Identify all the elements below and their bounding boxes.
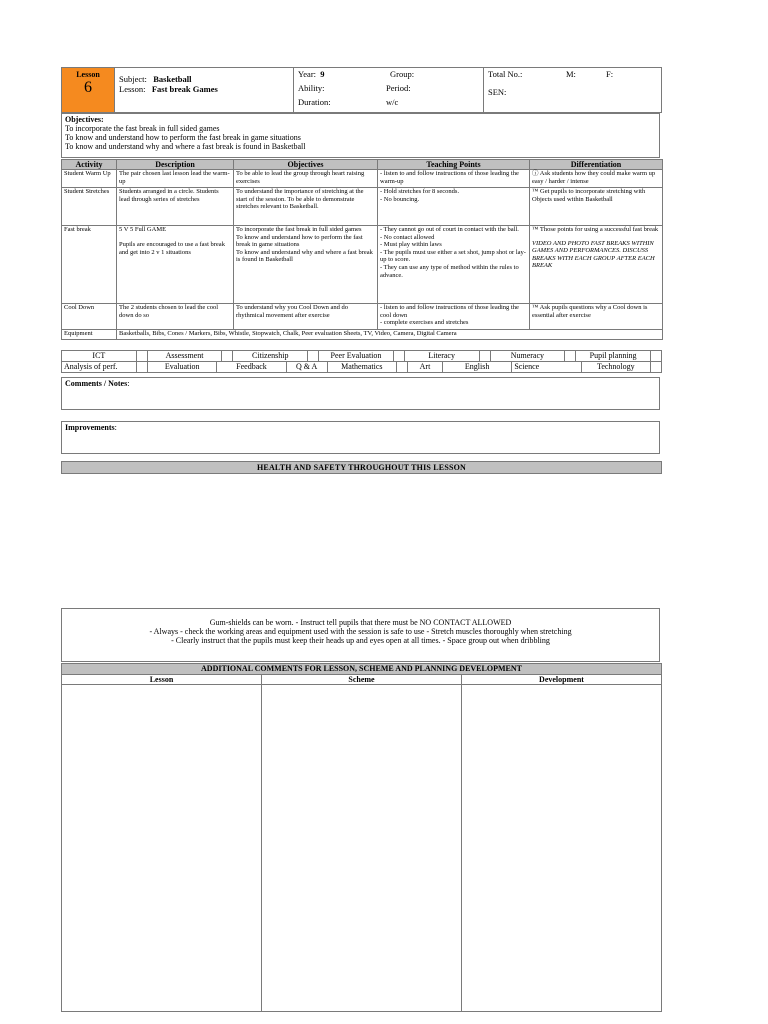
table-row bbox=[62, 304, 663, 330]
additional-title-row bbox=[62, 664, 662, 675]
table-row bbox=[62, 170, 663, 188]
skill-numeracy: Numeracy bbox=[490, 351, 565, 362]
development-notes-area bbox=[462, 685, 662, 1012]
skill-peer-evaluation: Peer Evaluation bbox=[319, 351, 394, 362]
description-cell: The 2 students chosen to lead the cool down do so bbox=[117, 304, 234, 330]
skill-science: Science bbox=[512, 362, 581, 373]
differentiation-cell: ⓘ Ask students how they could make warm up easy / harder / intense bbox=[530, 170, 663, 188]
differentiation-cell: ™ Get pupils to incorporate stretching with Objects used within Basketball bbox=[530, 188, 663, 226]
subject-value: Basketball bbox=[153, 74, 192, 84]
safety-line: - Clearly instruct that the pupils must keep their heads up and eyes open at all times. - Space group out when dribbling bbox=[171, 636, 550, 645]
equipment-row bbox=[62, 330, 663, 340]
skill-assessment: Assessment bbox=[147, 351, 222, 362]
f-label: F: bbox=[606, 69, 614, 79]
comments-label: Comments / Notes bbox=[65, 379, 128, 388]
objectives-cell: To understand why you Cool Down and do rhythmical movement after exercise bbox=[234, 304, 378, 330]
objective-line: To know and understand why and where a fast break is found in Basketball bbox=[65, 142, 306, 151]
improvements-label: Improvements bbox=[65, 423, 115, 432]
improvements-box: Improvements: bbox=[61, 421, 660, 454]
skill-ict: ICT bbox=[62, 351, 137, 362]
total-label: Total No.: bbox=[488, 69, 523, 79]
lesson-notes-area bbox=[62, 685, 262, 1012]
year-label: Year: bbox=[298, 69, 317, 79]
col-header-activity: Activity bbox=[62, 160, 117, 170]
comments-box: Comments / Notes: bbox=[61, 377, 660, 410]
skill-english: English bbox=[442, 362, 511, 373]
lesson-label: Lesson bbox=[76, 70, 100, 79]
col-header-lesson: Lesson bbox=[62, 675, 262, 685]
differentiation-cell bbox=[530, 226, 663, 304]
objectives-cell: To incorporate the fast break in full sided games To know and understand how to perform the fast break in game situations To know and understand why and where a fast break is found in Basketball bbox=[234, 226, 378, 304]
col-header-objectives: Objectives bbox=[234, 160, 378, 170]
col-header-development: Development bbox=[462, 675, 662, 685]
equipment-label: Equipment bbox=[62, 330, 117, 340]
health-safety-header: HEALTH AND SAFETY THROUGHOUT THIS LESSON bbox=[61, 461, 662, 474]
skills-row bbox=[62, 351, 662, 362]
safety-line: - Always - check the working areas and equipment used with the session is safe to use - Stretch muscles thoroughly when stretching bbox=[149, 627, 572, 636]
objectives-title: Objectives bbox=[65, 115, 101, 124]
skill-qa: Q & A bbox=[286, 362, 327, 373]
plan-table bbox=[61, 159, 663, 340]
subject-cell bbox=[115, 68, 294, 113]
skill-evaluation: Evaluation bbox=[148, 362, 217, 373]
skill-mathematics: Mathematics bbox=[327, 362, 396, 373]
additional-title: ADDITIONAL COMMENTS FOR LESSON, SCHEME AND PLANNING DEVELOPMENT bbox=[62, 664, 662, 675]
safety-line: Gum-shields can be worn. - Instruct tell pupils that there must be NO CONTACT ALLOWED bbox=[209, 618, 512, 627]
skill-pupil-planning: Pupil planning bbox=[576, 351, 651, 362]
subject-label: Subject: bbox=[119, 74, 147, 84]
lesson-label-2: Lesson: bbox=[119, 84, 146, 94]
additional-body-row bbox=[62, 685, 662, 1012]
skill-analysis: Analysis of perf. bbox=[62, 362, 137, 373]
col-header-teaching: Teaching Points bbox=[378, 160, 530, 170]
skill-technology: Technology bbox=[581, 362, 650, 373]
teaching-cell: - listen to and follow instructions of those leading the cool down - complete exercises and stretches bbox=[378, 304, 530, 330]
total-cell bbox=[484, 68, 662, 113]
activity-cell: Student Stretches bbox=[62, 188, 117, 226]
teaching-cell: - They cannot go out of court in contact with the ball. - No contact allowed - Must play within laws - The pupils must use either a set shot, jump shot or lay-up to score. - They can use any type of method within the rules to advance. bbox=[378, 226, 530, 304]
lesson-number: 6 bbox=[84, 79, 92, 96]
duration-label: Duration: bbox=[298, 97, 331, 107]
objective-line: To incorporate the fast break in full sided games bbox=[65, 124, 220, 133]
col-header-scheme: Scheme bbox=[262, 675, 462, 685]
table-row bbox=[62, 226, 663, 304]
differentiation-italic-note: VIDEO AND PHOTO FAST BREAKS WITHIN GAMES AND PERFORMANCES. DISCUSS BREAKS WITH EACH GROUP AFTER EACH BREAK bbox=[532, 239, 655, 270]
col-header-description: Description bbox=[117, 160, 234, 170]
skill-citizenship: Citizenship bbox=[233, 351, 308, 362]
col-header-differentiation: Differentiation bbox=[530, 160, 663, 170]
safety-box bbox=[61, 608, 660, 662]
skills-row bbox=[62, 362, 662, 373]
objectives-box: Objectives: To incorporate the fast break in full sided games To know and understand how to perform the fast break in game situations To know and understand why and where a fast break is found in Basketball bbox=[61, 113, 660, 158]
objectives-cell: To understand the importance of stretching at the start of the session. To be able to demonstrate stretches relevant to Basketball. bbox=[234, 188, 378, 226]
description-cell: Students arranged in a circle. Students lead through series of stretches bbox=[117, 188, 234, 226]
description-cell: 5 V 5 Full GAME Pupils are encouraged to use a fast break and get into 2 v 1 situations bbox=[117, 226, 234, 304]
skill-literacy: Literacy bbox=[404, 351, 479, 362]
objective-line: To know and understand how to perform the fast break in game situations bbox=[65, 133, 301, 142]
year-cell bbox=[294, 68, 484, 113]
description-cell: The pair chosen last lesson lead the warm-up bbox=[117, 170, 234, 188]
wc-label: w/c bbox=[386, 97, 399, 107]
equipment-value: Basketballs, Bibs, Cones / Markers, Bibs, Whistle, Stopwatch, Chalk, Peer evaluation Sheets, TV, Video, Camera, Digital Camera bbox=[117, 330, 663, 340]
activity-cell: Student Warm Up bbox=[62, 170, 117, 188]
lesson-value: Fast break Games bbox=[151, 84, 218, 94]
skill-feedback: Feedback bbox=[217, 362, 286, 373]
table-row bbox=[62, 188, 663, 226]
objectives-cell: To be able to lead the group through heart raising exercises bbox=[234, 170, 378, 188]
lesson-header-table bbox=[61, 67, 662, 113]
period-label: Period: bbox=[386, 83, 411, 93]
sen-label: SEN: bbox=[488, 87, 507, 97]
ability-label: Ability: bbox=[298, 83, 325, 93]
year-value: 9 bbox=[320, 69, 325, 79]
m-label: M: bbox=[566, 69, 576, 79]
scheme-notes-area bbox=[262, 685, 462, 1012]
additional-comments-table bbox=[61, 663, 662, 1012]
differentiation-text: ™ Those points for using a successful fast break bbox=[532, 226, 659, 233]
additional-header-row bbox=[62, 675, 662, 685]
plan-header-row bbox=[62, 160, 663, 170]
activity-cell: Fast break bbox=[62, 226, 117, 304]
teaching-cell: - listen to and follow instructions of those leading the warm-up bbox=[378, 170, 530, 188]
skill-art: Art bbox=[407, 362, 442, 373]
group-label: Group: bbox=[390, 69, 415, 79]
differentiation-cell: ™ Ask pupils questions why a Cool down is essential after exercise bbox=[530, 304, 663, 330]
activity-cell: Cool Down bbox=[62, 304, 117, 330]
teaching-cell: - Hold stretches for 8 seconds. - No bouncing. bbox=[378, 188, 530, 226]
skills-table-2 bbox=[61, 361, 662, 373]
lesson-number-cell bbox=[62, 68, 115, 113]
